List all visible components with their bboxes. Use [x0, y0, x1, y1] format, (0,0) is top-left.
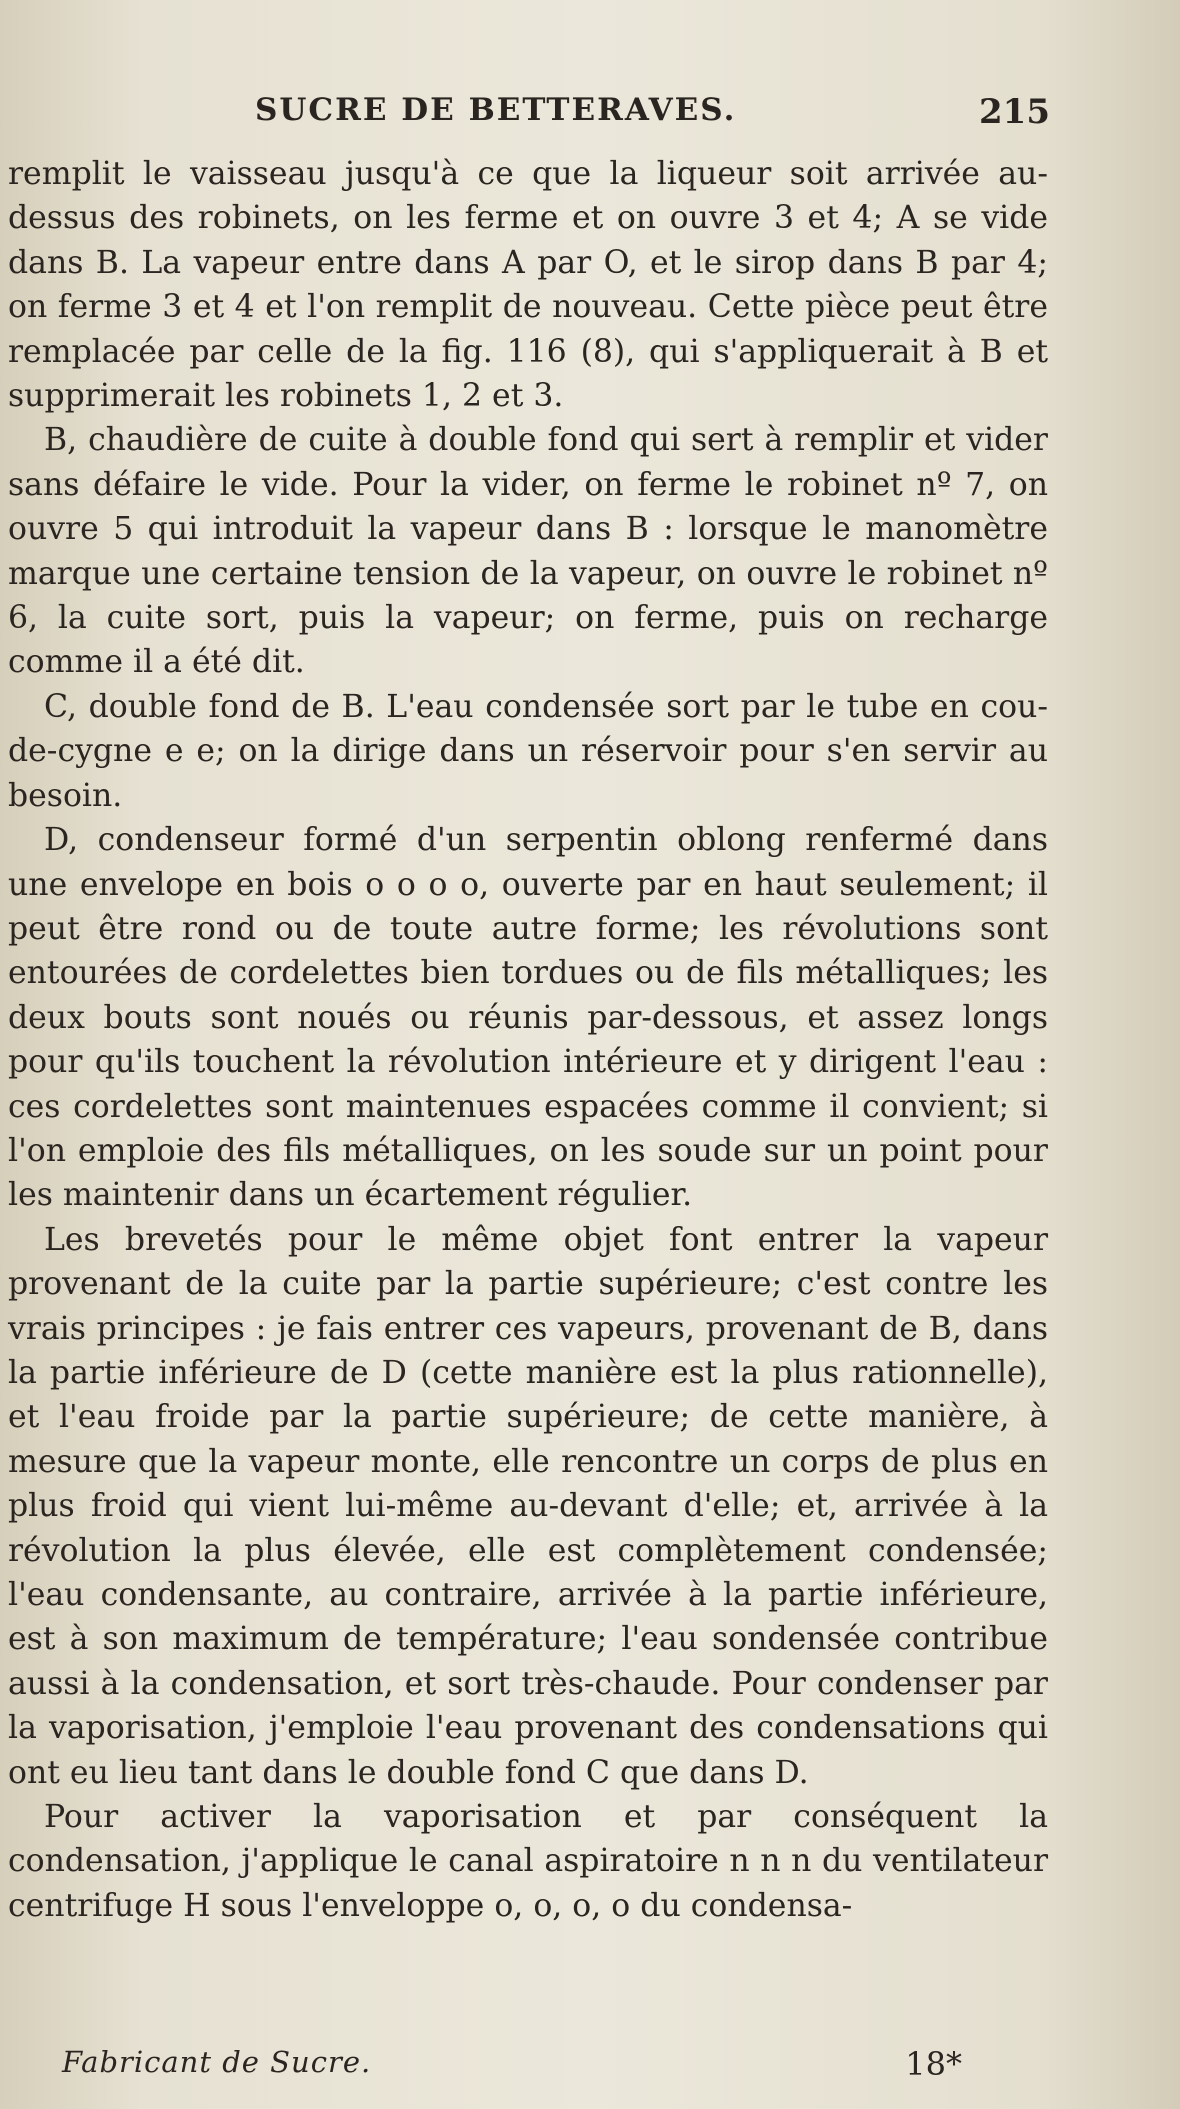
paragraph: B, chaudière de cuite à double fond qui sert à remplir et vider sans défaire le vide. Pour la vider, on ferme le robinet nº 7, on ouvre 5 qui introduit la vapeur dans B : lorsque le manomètre marque une certaine tension de la vapeur, on ouvre le robinet nº 6, la cuite sort, puis la vapeur; on ferme, puis on recharge comme il a été dit.	[8, 422, 1048, 681]
paragraph: D, condenseur formé d'un serpentin oblong renfermé dans une envelope en bois o o o o, ouverte par en haut seulement; il peut être rond ou de toute autre forme; les révolutions sont entourées de cordelettes bien tordues ou de fils métalliques; les deux bouts sont noués ou réunis par-dessous, et assez longs pour qu'ils touchent la révolution intérieure et y dirigent l'eau : ces cordelettes sont maintenues espacées comme il convient; si l'on emploie des fils métalliques, on les soude sur un point pour les maintenir dans un écartement régulier.	[8, 822, 1048, 1214]
running-title: SUCRE DE BETTERAVES.	[255, 92, 737, 128]
signature-line: Fabricant de Sucre.	[62, 2045, 372, 2079]
signature-mark: 18*	[905, 2045, 962, 2083]
page-footer	[0, 2045, 1180, 2095]
paragraph: Les brevetés pour le même objet font entrer la vapeur provenant de la cuite par la partie supérieure; c'est contre les vrais principes : je fais entrer ces vapeurs, provenant de B, dans la partie inférieure de D (cette manière est la plus rationnelle), et l'eau froide par la partie supérieure; de cette manière, à mesure que la vapeur monte, elle rencontre un corps de plus en plus froid qui vient lui-même au-devant d'elle; et, arrivée à la révolution la plus élevée, elle est complètement condensée; l'eau condensante, au contraire, arrivée à la partie inférieure, est à son maximum de température; l'eau sondensée contribue aussi à la condensation, et sort très-chaude. Pour condenser par la vaporisation, j'emploie l'eau provenant des condensations qui ont eu lieu tant dans le double fond C que dans D.	[8, 1221, 1048, 1791]
paragraph: C, double fond de B. L'eau condensée sort par le tube en cou-de-cygne e e; on la dirige dans un réservoir pour s'en servir au besoin.	[8, 688, 1048, 814]
page-body	[8, 152, 1048, 1928]
page-header	[0, 92, 1180, 142]
page-number: 215	[979, 92, 1050, 132]
paragraph: Pour activer la vaporisation et par conséquent la condensation, j'applique le canal aspiratoire n n n du ventilateur centrifuge H sous l'enveloppe o, o, o, o du condensa-	[8, 1799, 1048, 1924]
paragraph: remplit le vaisseau jusqu'à ce que la liqueur soit arrivée au-dessus des robinets, on les ferme et on ouvre 3 et 4; A se vide dans B. La vapeur entre dans A par O, et le sirop dans B par 4; on ferme 3 et 4 et l'on remplit de nouveau. Cette pièce peut être remplacée par celle de la fig. 116 (8), qui s'appliquerait à B et supprimerait les robinets 1, 2 et 3.	[8, 156, 1048, 415]
